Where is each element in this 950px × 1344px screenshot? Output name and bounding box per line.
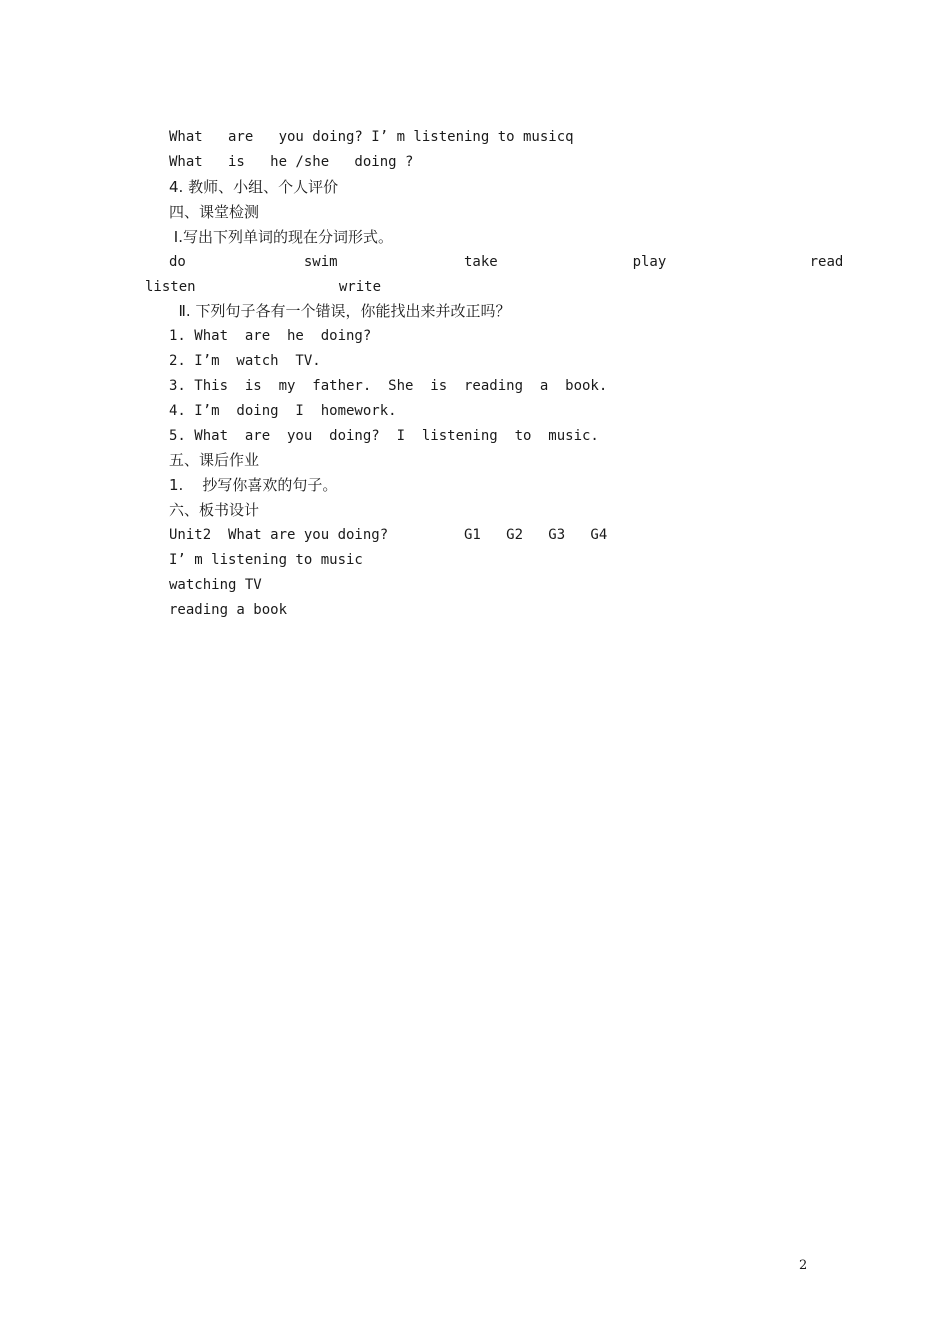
exercise-2-item-3: 3. This is my father. She is reading a book. xyxy=(169,378,608,394)
step-evaluation: 4. 教师、小组、个人评价 xyxy=(169,178,339,196)
board-design-line-2: watching TV xyxy=(169,577,262,593)
dialogue-line-2: What is he /she doing ? xyxy=(169,154,414,170)
section-heading-5: 五、课后作业 xyxy=(169,451,260,469)
board-design-line-1: I’ m listening to music xyxy=(169,552,363,568)
section-heading-6: 六、板书设计 xyxy=(169,501,260,519)
board-design-line-3: reading a book xyxy=(169,602,288,618)
exercise-2-item-5: 5. What are you doing? I listening to music. xyxy=(169,428,599,444)
homework-item-1: 1. 抄写你喜欢的句子。 xyxy=(169,476,338,494)
exercise-2-item-4: 4. I’m doing I homework. xyxy=(169,403,397,419)
exercise-1-words-row-1: do swim take play read xyxy=(169,254,844,270)
dialogue-line-1: What are you doing? I’ m listening to musicq xyxy=(169,129,574,145)
exercise-1-words-row-2: listen write xyxy=(145,279,382,295)
board-design-title: Unit2 What are you doing? G1 G2 G3 G4 xyxy=(169,527,608,543)
page-number: 2 xyxy=(799,1258,808,1273)
section-heading-4: 四、课堂检测 xyxy=(169,203,260,221)
exercise-2-item-1: 1. What are he doing? xyxy=(169,328,372,344)
exercise-1-instruction: Ⅰ.写出下列单词的现在分词形式。 xyxy=(169,228,393,246)
exercise-2-item-2: 2. I’m watch TV. xyxy=(169,353,321,369)
exercise-2-instruction: Ⅱ. 下列句子各有一个错误，你能找出来并改正吗？ xyxy=(169,302,511,320)
